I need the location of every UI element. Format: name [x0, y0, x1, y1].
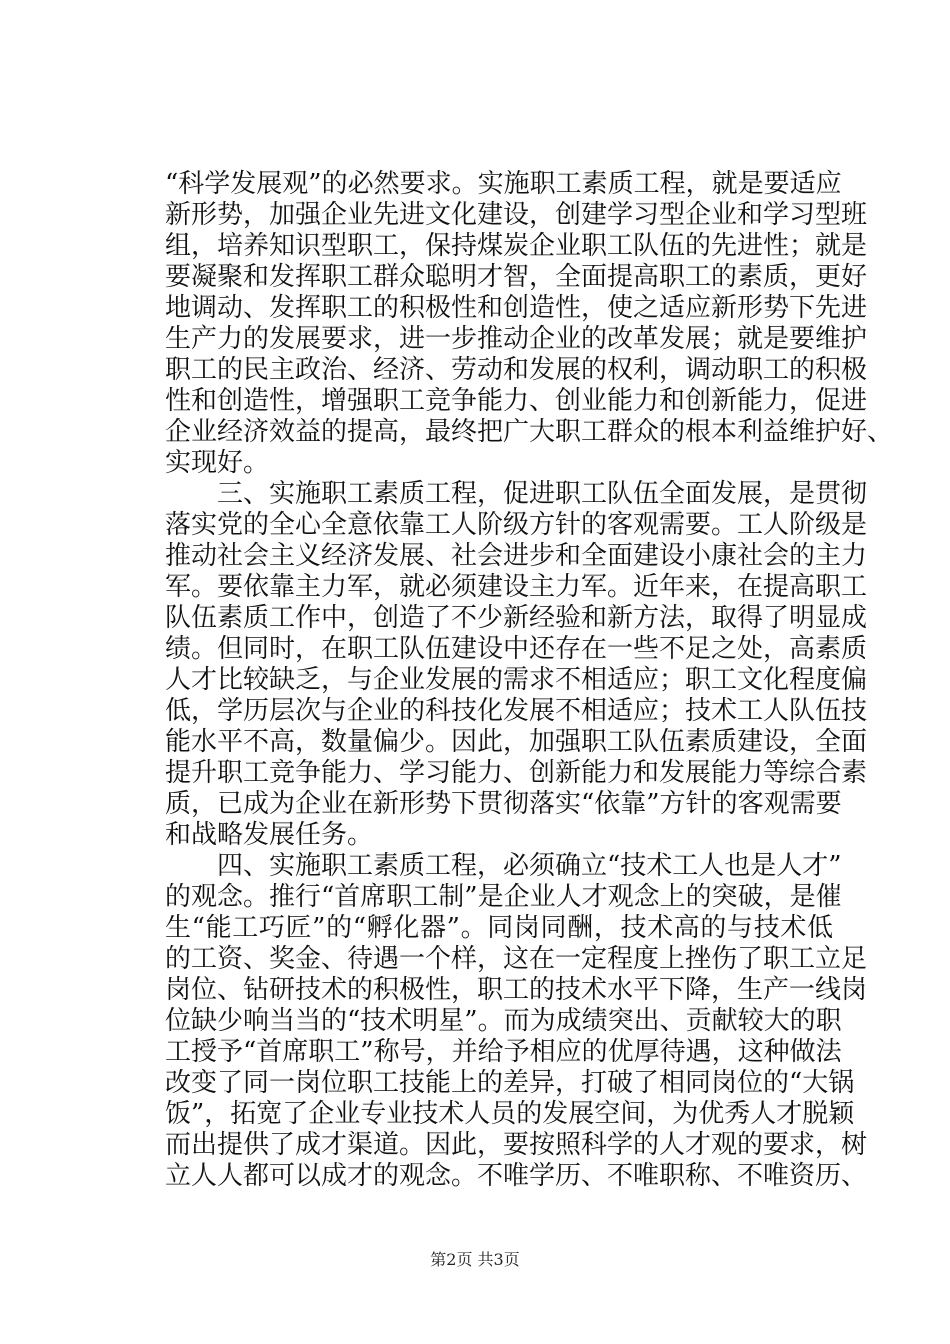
paragraph-first-line: 四、实施职工素质工程，必须确立“技术工人也是人才”	[217, 851, 842, 881]
text-line: 的工资、奖金、待遇一个样，这在一定程度上挫伤了职工立足	[165, 944, 868, 974]
text-line: 提升职工竞争能力、学习能力、创新能力和发展能力等综合素	[165, 758, 868, 788]
text-line: 队伍素质工作中，创造了不少新经验和新方法，取得了明显成	[165, 603, 868, 633]
page-footer	[0, 1250, 950, 1270]
text-line: 生产力的发展要求，进一步推动企业的改革发展；就是要维护	[165, 324, 868, 354]
text-line: 工授予“首席职工”称号，并给予相应的优厚待遇，这种做法	[165, 1037, 842, 1067]
text-line: 绩。但同时，在职工队伍建设中还存在一些不足之处，高素质	[165, 634, 868, 664]
document-body	[165, 169, 894, 1192]
text-line: 岗位、钻研技术的积极性，职工的技术水平下降，生产一线岗	[165, 975, 868, 1005]
text-line: 质，已成为企业在新形势下贯彻落实“依靠”方针的客观需要	[165, 789, 842, 819]
text-line: 新形势，加强企业先进文化建设，创建学习型企业和学习型班	[165, 200, 868, 230]
text-line: 立人人都可以成才的观念。不唯学历、不唯职称、不唯资历、	[165, 1161, 868, 1191]
text-line: 落实党的全心全意依靠工人阶级方针的客观需要。工人阶级是	[165, 510, 868, 540]
text-line: 企业经济效益的提高，最终把广大职工群众的根本利益维护好、	[165, 417, 894, 447]
text-line: 生“能工巧匠”的“孵化器”。同岗同酬，技术高的与技术低	[165, 913, 833, 943]
paragraph-first-line: 三、实施职工素质工程，促进职工队伍全面发展，是贯彻	[217, 479, 868, 509]
text-line: 人才比较缺乏，与企业发展的需求不相适应；职工文化程度偏	[165, 665, 868, 695]
page-number: 第2页 共3页	[430, 1250, 520, 1269]
text-line: 职工的民主政治、经济、劳动和发展的权利，调动职工的积极	[165, 355, 868, 385]
text-line: 推动社会主义经济发展、社会进步和全面建设小康社会的主力	[165, 541, 868, 571]
text-line: “科学发展观”的必然要求。实施职工素质工程，就是要适应	[165, 169, 842, 199]
text-line: 而出提供了成才渠道。因此，要按照科学的人才观的要求，树	[165, 1130, 868, 1160]
text-line: 改变了同一岗位职工技能上的差异，打破了相同岗位的“大锅	[165, 1068, 855, 1098]
text-line: 性和创造性，增强职工竞争能力、创业能力和创新能力，促进	[165, 386, 868, 416]
text-line: 饭”，拓宽了企业专业技术人员的发展空间，为优秀人才脱颖	[165, 1099, 855, 1129]
text-line: 军。要依靠主力军，就必须建设主力军。近年来，在提高职工	[165, 572, 868, 602]
text-line: 的观念。推行“首席职工制”是企业人才观念上的突破，是催	[165, 882, 842, 912]
text-line: 地调动、发挥职工的积极性和创造性，使之适应新形势下先进	[165, 293, 868, 323]
text-line: 要凝聚和发挥职工群众聪明才智，全面提高职工的素质，更好	[165, 262, 868, 292]
text-line: 能水平不高，数量偏少。因此，加强职工队伍素质建设，全面	[165, 727, 868, 757]
text-line: 和战略发展任务。	[165, 820, 374, 850]
text-line: 低，学历层次与企业的科技化发展不相适应；技术工人队伍技	[165, 696, 868, 726]
text-line: 实现好。	[165, 448, 270, 478]
text-line: 组，培养知识型职工，保持煤炭企业职工队伍的先进性；就是	[165, 231, 868, 261]
text-line: 位缺少响当当的“技术明星”。而为成绩突出、贡献较大的职	[165, 1006, 842, 1036]
